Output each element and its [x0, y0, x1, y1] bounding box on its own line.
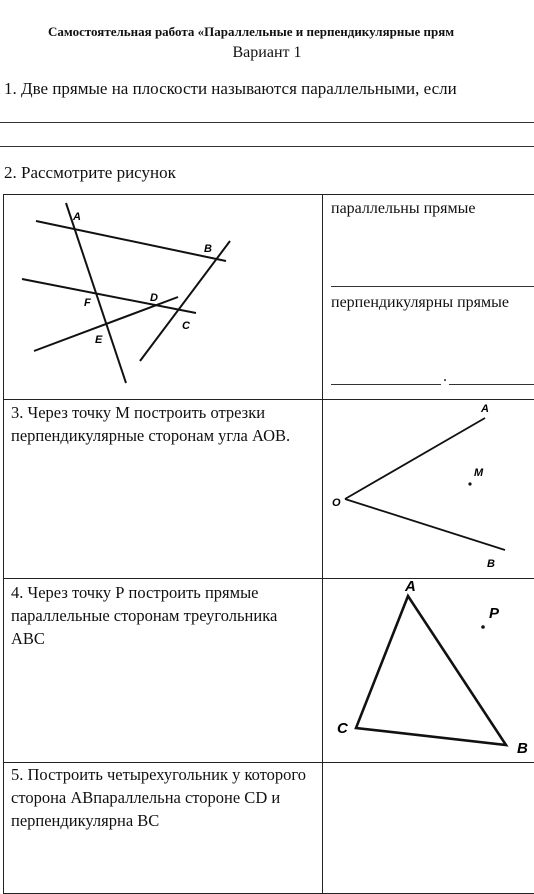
question-1: 1. Две прямые на плоскости называются параллельными, если	[4, 79, 457, 98]
point-m	[468, 482, 471, 485]
point-a-label: A	[73, 211, 81, 223]
ray-b-label: B	[487, 558, 495, 570]
separator-dot: .	[443, 368, 447, 385]
vertex-c-label: C	[337, 720, 348, 737]
perpendicular-answer-line-1	[331, 384, 441, 385]
point-e-label: E	[95, 334, 103, 346]
line-through-e-c	[34, 297, 178, 351]
perpendicular-answer-line-2	[449, 384, 534, 385]
q2-figure-cell	[3, 194, 323, 400]
point-m-label: M	[474, 467, 484, 479]
point-d-label: D	[150, 292, 158, 304]
vertex-a-label: A	[405, 578, 416, 595]
answer-line-2	[0, 146, 534, 147]
ray-oa	[345, 418, 485, 499]
question-3: 3. Через точку М построить отрезки перпендикулярные сторонам угла АОВ.	[11, 403, 291, 445]
point-p	[481, 625, 485, 629]
answer-line-1	[0, 122, 534, 123]
q3-figure-cell	[322, 399, 534, 579]
triangle-abc	[356, 596, 506, 745]
angle-figure	[323, 400, 534, 580]
vertex-b-label: B	[517, 740, 528, 757]
point-f-label: F	[84, 297, 91, 309]
task-table	[3, 194, 534, 894]
point-p-label: P	[489, 605, 500, 622]
point-c-label: C	[182, 320, 190, 332]
lines-figure	[4, 195, 324, 401]
question-2: 2. Рассмотрите рисунок	[4, 163, 176, 182]
triangle-figure	[323, 579, 534, 764]
ray-a-label: A	[481, 403, 489, 415]
ray-ob	[345, 499, 505, 550]
line-through-f-d	[22, 279, 196, 313]
question-5: 5. Построить четырехугольник у которого сторона АВпараллельна стороне CD и перпендикулярна ВС	[11, 765, 307, 830]
question-4: 4. Через точку Р построить прямые параллельные сторонам треугольника АВС	[11, 583, 278, 648]
point-b-label: B	[204, 243, 212, 255]
worksheet-title: Самостоятельная работа «Параллельные и перпендикулярные прям	[48, 24, 455, 39]
q5-answer-cell	[322, 762, 534, 894]
parallel-answer-line	[331, 286, 534, 287]
perpendicular-lines-label: перпендикулярны прямые	[331, 294, 509, 311]
line-through-a-b	[36, 221, 226, 261]
parallel-lines-label: параллельны прямые	[331, 200, 476, 217]
q4-figure-cell	[322, 578, 534, 763]
variant-label: Вариант 1	[232, 44, 302, 61]
vertex-o-label: O	[332, 497, 341, 509]
